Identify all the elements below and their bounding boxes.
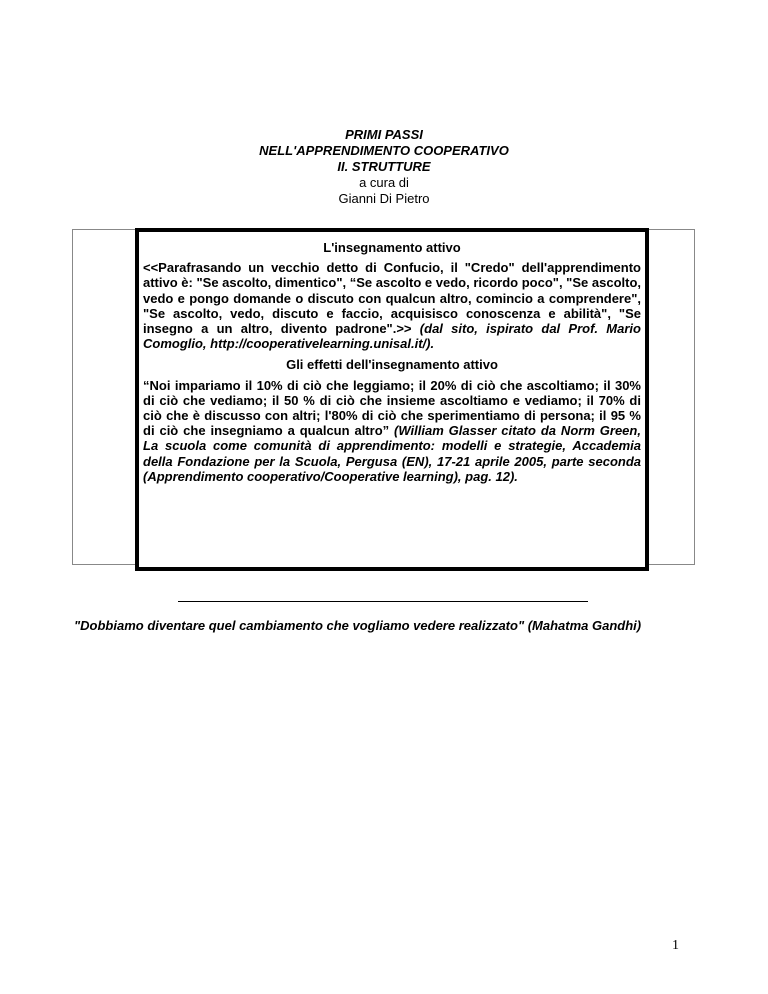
box-paragraph-confucius xyxy=(143,260,641,351)
document-title xyxy=(0,127,768,207)
box-paragraph-glasser xyxy=(143,378,641,484)
subtitle-curator-label: a cura di xyxy=(359,175,409,190)
confucius-source: (dal sito, ispirato dal Prof. Mario Comoglio, http://cooperativelearning.unisal.it/). xyxy=(143,321,641,352)
horizontal-divider xyxy=(178,601,588,602)
highlight-box xyxy=(135,228,649,571)
glasser-quote: “Noi impariamo il 10% di ciò che leggiamo; il 20% di ciò che ascoltiamo; il 30% di ciò che vediamo; il 50 % di ciò che insieme ascoltiamo e vediamo; il 70% di ciò che è discusso con altri; l'80% di ciò che sperimentiamo di persona; il 95 % di ciò che insegniamo a qualcun altro” xyxy=(143,377,641,439)
confucius-quote: <<Parafrasando un vecchio detto di Confucio, il "Credo" dell'apprendimento attivo è: "Se ascolto, dimentico", “Se ascolto e vedo, ricordo poco", "Se ascolto, vedo e pongo domande o discuto con qualcun altro, comincio a comprendere", "Se ascolto, vedo, discuto e faccio, acquisisco conoscenza e abilità", "Se insegno a un altro, divento padrone".>> xyxy=(143,260,641,337)
gandhi-quote: "Dobbiamo diventare quel cambiamento che vogliamo vedere realizzato" (Mahatma Gandhi) xyxy=(74,618,642,633)
title-line-2: NELL'APPRENDIMENTO COOPERATIVO xyxy=(259,143,509,158)
glasser-source: (William Glasser citato da Norm Green, La scuola come comunità di apprendimento: modelli e strategie, Accademia della Fondazione per la Scuola, Pergusa (EN), 17-21 aprile 2005, parte seconda (Apprendimento cooperativo/Cooperative learning), pag. 12). xyxy=(143,423,641,484)
author-name: Gianni Di Pietro xyxy=(338,191,430,206)
title-line-1: PRIMI PASSI xyxy=(345,127,423,142)
page-number: 1 xyxy=(672,938,679,953)
title-line-3: II. STRUTTURE xyxy=(337,159,431,174)
box-heading-active-teaching: L'insegnamento attivo xyxy=(323,240,461,255)
box-heading-effects: Gli effetti dell'insegnamento attivo xyxy=(286,357,498,373)
